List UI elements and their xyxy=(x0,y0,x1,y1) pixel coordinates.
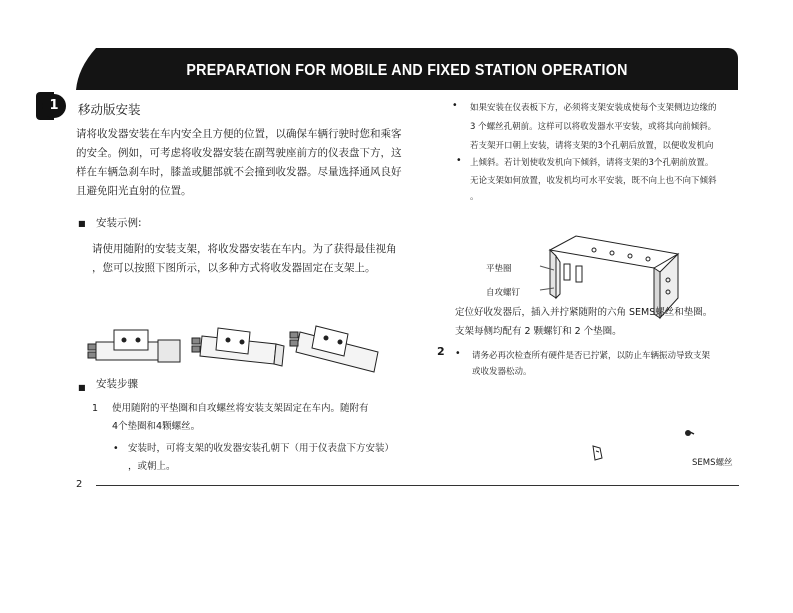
header-banner xyxy=(76,48,738,90)
page-title: PREPARATION FOR MOBILE AND FIXED STATION OPERATION xyxy=(186,62,628,79)
steps-heading: 安装步骤 xyxy=(96,378,138,390)
step-1-line-1: 使用随附的平垫圈和自攻螺丝将安装支架固定在车内。随附有 xyxy=(112,403,369,414)
right-bullet-2: • xyxy=(456,155,462,166)
right-para1-line-1: 如果安装在仪表板下方，必须将支架安装成使每个支架侧边边缘的 xyxy=(470,103,717,113)
label-sems-screw: SEMS螺丝 xyxy=(692,458,733,468)
step-2-number: 2 xyxy=(437,345,445,358)
step-1-sub-bullet: • xyxy=(113,443,119,454)
right-para2-line-3: 无论支架如何放置，收发机均可水平安装，既不向上也不向下倾斜 xyxy=(470,176,717,186)
right-para1-line-2: 3 个螺丝孔朝前。这样可以将收发器水平安装，或将其向前倾斜。 xyxy=(470,122,717,132)
right-para2-line-1: 若支架开口朝上安装，请将支架的3个孔朝后放置，以便收发机向 xyxy=(470,141,714,151)
transceiver-illustration-1 xyxy=(88,330,180,362)
sems-screw-icon xyxy=(683,428,695,438)
step-2-line-1: 请务必再次检查所有硬件是否已拧紧，以防止车辆振动导致支架 xyxy=(472,351,711,361)
section-title: 移动版安装 xyxy=(78,102,141,117)
example-line-1: 请使用随附的安装支架，将收发器安装在车内。为了获得最佳视角 xyxy=(92,243,397,255)
label-flat-washer: 平垫圈 xyxy=(486,264,512,274)
example-heading: 安装示例: xyxy=(96,217,142,229)
step-1-number: 1 xyxy=(92,403,99,414)
right-para2-line-2: 上倾斜。若计划使收发机向下倾斜，请将支架的3个孔朝前放置。 xyxy=(470,158,714,168)
step-1-sub-line-1: 安装时，可将支架的收发器安装孔朝下（用于仪表盘下方安装） xyxy=(128,443,395,454)
right-para3-line-1: 定位好收发器后，插入并拧紧随附的六角 SEMS螺丝和垫圈。 xyxy=(455,307,713,318)
transceiver-illustration-2 xyxy=(192,328,284,366)
transceiver-mounting-illustrations xyxy=(86,324,392,376)
right-para2-line-4: 。 xyxy=(470,192,479,202)
step-1-sub-line-2: ，或朝上。 xyxy=(128,461,176,472)
intro-line-3: 样在车辆急刹车时，膝盖或腿部就不会撞到收发器。尽量选择通风良好 xyxy=(76,166,402,178)
right-bullet-1: • xyxy=(452,100,458,111)
intro-line-4: 且避免阳光直射的位置。 xyxy=(76,185,192,197)
section-number-badge: 1 xyxy=(42,94,66,118)
right-para3-line-2: 支架每侧均配有 2 颗螺钉和 2 个垫圈。 xyxy=(455,326,622,337)
intro-line-1: 请将收发器安装在车内安全且方便的位置，以确保车辆行驶时您和乘客 xyxy=(76,128,402,140)
step-2-bullet: • xyxy=(455,348,461,359)
page-number: 2 xyxy=(76,479,83,490)
transceiver-illustration-3 xyxy=(290,326,378,372)
step-2-line-2: 或收发器松动。 xyxy=(472,367,532,377)
example-line-2: ，您可以按照下图所示，以多种方式将收发器固定在支架上。 xyxy=(92,262,376,274)
banner-left-curve xyxy=(76,48,116,90)
steps-bullet: ■ xyxy=(78,383,86,392)
example-bullet: ■ xyxy=(78,219,86,228)
step-1-line-2: 4个垫圈和4颗螺丝。 xyxy=(112,421,201,432)
label-tapping-screw: 自攻螺钉 xyxy=(486,288,521,298)
screw-small-icon xyxy=(590,444,606,462)
footer-divider xyxy=(96,485,739,486)
intro-line-2: 的安全。例如，可考虑将收发器安装在副驾驶座前方的仪表盘下方，这 xyxy=(76,147,402,159)
